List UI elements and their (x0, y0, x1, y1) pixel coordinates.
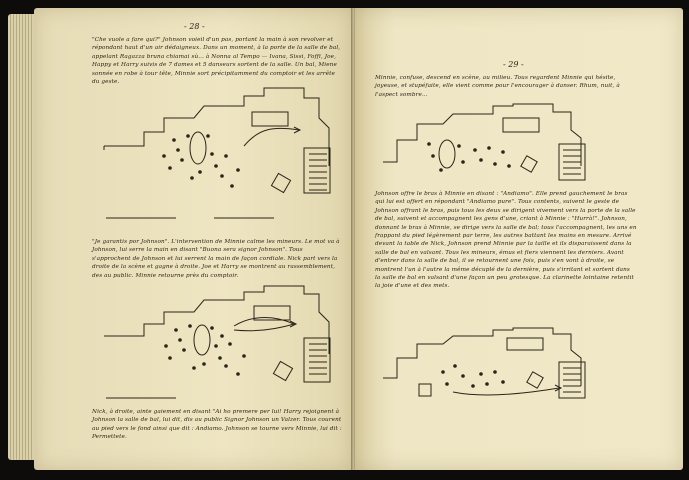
stage-diagram-4 (383, 328, 623, 408)
left-paragraph-3: Nick, à droite, ainte gaiement en disant "Ai ho premere per lui! Harry rejoignent à Johnson la salle de bal, lui dit, dis au public Signor Johnson un Valzer. Tous courent au pied vers le fond ainsi que dit : Andiamo. Johnson se tourne vers Minnie, lui dit : Permettete. (92, 409, 342, 441)
left-page-number: - 28 - (184, 22, 205, 31)
left-page (34, 8, 352, 470)
stage-diagram-3 (383, 104, 623, 184)
open-book (8, 8, 683, 476)
left-paragraph-2: "Je garantis por Johnson". L'intervention de Minnie calme les mineurs. Le mot va à Johnson, lui serre la main en disant "Buona sera signor Johnson". Tous s'approchent de Johnson et lui serrent la main de façon cordiale. Nick part vers la droite de la scène et gagne à droite. Joe et Harry se montrent au rassemblement, des au public. Minnie retourne près du comptoir. (92, 239, 340, 279)
stage-diagram-1 (104, 88, 344, 228)
right-paragraph-2: Johnson offre le bras à Minnie en disant : "Andiamo". Elle prend gauchement le bras qui lui est offert en répondant "Andiamo pure". Tous contents, suivent le geste de Johnson offrant le bras, puis tous les deux se dirigent vivement vers la porte de la salle de bal, suivent et accompagnent les gens d'une, criant à Minnie : "Hurrà!". Johnson, donnant le bras à Minnie, se dirige vers la salle de bal; tous l'accompagnent, les uns en frappant du pied légèrement par terre, les autres battant les mains en mesure. Arrivé devant la table de Nick, Johnson prend Minnie par la taille et ils disparaissent dans la salle de bal en valsant. Tous les mineurs, émus et fiers viennent les derniers. Avant d'entrer dans la salle de bal, il se retournent une fois, puis s'en vont à droite, se montrent l'un à l'autre la même décuplé de la dernière, puis s'irritant et sortent dans la salle de bal en valsant d'une façon un peu grotesque. La clarinette lointaine retentit la joie d'une et des mets. (375, 191, 637, 290)
right-paragraph-1: Minnie, confuse, descend en scène, au milieu. Tous regardent Minnie qui hésite, joyeuse, et stupéfaite, elle vient comme pour l'encourager à danser. Rhum, nuit, à l'aspect sombre... (375, 75, 620, 98)
right-page-number: - 29 - (503, 60, 524, 69)
stage-diagram-2 (104, 286, 344, 406)
right-page (355, 8, 683, 470)
left-paragraph-1: "Che vuole a fare qui?" Johnson voieil d'un pas, portant la main à son revolver et répondant haut d'un air dédaigneux. Dans un moment, à la porte de la salle de bal, appelant Ragazza bruna chiamai sù... à Nonna al Tempo — Ivana, Sissi, Foffi, Joe, Happy et Harry suivis de 7 dames et 5 danseurs sortent de la salle. Un bal, Miene sonnée en robe à tour tête, Minnie sort précipitamment du comptoir et les arrête du geste. (92, 37, 341, 86)
